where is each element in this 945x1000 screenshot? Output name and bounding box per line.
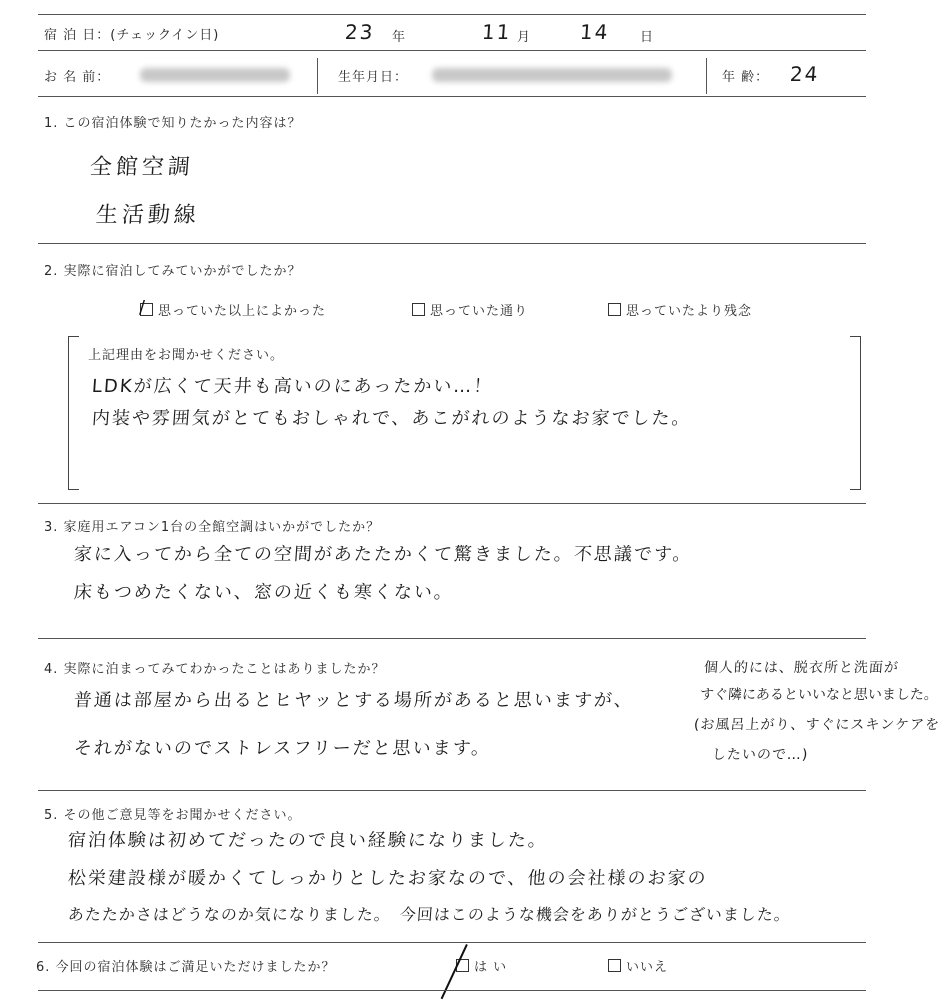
q2-option-expected (412, 300, 528, 319)
q4-question: 4. 実際に泊まってみてわかったことはありましたか？ (44, 662, 386, 677)
redacted-name (140, 68, 290, 82)
q2-option-better (139, 297, 327, 319)
q2-option-worse (608, 300, 752, 319)
q6-option-no-checkbox (608, 959, 621, 972)
q6-question: 6. 今回の宿泊体験はご満足いただけましたか？ (36, 960, 336, 975)
q1-answer-line-2: 生活動線 (94, 203, 201, 228)
stay-month-value: 11 (481, 20, 513, 44)
q1-question: 1. この宿泊体験で知りたかった内容は？ (44, 116, 302, 131)
stay-date-label: 宿 泊 日：(チェックイン日) (44, 28, 220, 43)
q2-reason-bracket-left (68, 336, 79, 490)
stay-year-value: 23 (344, 20, 376, 44)
q6-option-yes (456, 956, 507, 975)
q2-reason-bracket-right (850, 336, 861, 490)
q3-answer-line-1: 家に入ってから全ての空間があたたかくて驚きました。不思議です。 (73, 544, 694, 565)
q1-answer-line-1: 全館空調 (88, 155, 195, 180)
stay-day-label: 日 (640, 30, 655, 45)
birthdate-label: 生年月日： (338, 70, 409, 85)
stay-month-label: 月 (517, 30, 532, 45)
q5-answer-line-1: 宿泊体験は初めてだったので良い経験になりました。 (67, 830, 549, 851)
q4-rule (38, 790, 866, 791)
q5-answer-line-2: 松栄建設様が暖かくてしっかりとしたお家なので、他の会社様のお家の (67, 868, 709, 889)
q5-answer-line-3: あたたかさはどうなのか気になりました。 今回はこのような機会をありがとうございました。 (67, 905, 792, 924)
q2-option-worse-checkbox (608, 303, 621, 316)
header-divider-1 (317, 58, 318, 94)
stay-day-value: 14 (579, 20, 611, 44)
redacted-birthdate (432, 68, 672, 82)
age-value: 24 (789, 62, 821, 86)
q2-question: 2. 実際に宿泊してみていかがでしたか？ (44, 264, 302, 279)
q5-rule (38, 942, 866, 943)
stay-year-label: 年 (392, 30, 407, 45)
q2-option-better-label: 思っていた以上によかった (158, 304, 327, 319)
checkmark-icon: / (139, 297, 147, 318)
q6-rule (38, 990, 866, 991)
q2-rule (38, 503, 866, 504)
q3-rule (38, 638, 866, 639)
age-label: 年 齢： (722, 70, 770, 85)
q4-answer-line-2: それがないのでストレスフリーだと思います。 (73, 738, 492, 759)
q4-side-note-line-3: (お風呂上がり、すぐにスキンケアを (693, 717, 941, 733)
q3-question: 3. 家庭用エアコン1台の全館空調はいかがでしたか？ (44, 520, 381, 535)
header-row1-rule (38, 50, 866, 51)
q2-option-expected-label: 思っていた通り (430, 304, 529, 319)
q2-reason-label: 上記理由をお聞かせください。 (88, 348, 285, 363)
q6-option-no (608, 956, 668, 975)
q2-answer-line-2: 内装や雰囲気がとてもおしゃれで、あこがれのようなお家でした。 (91, 408, 693, 429)
q5-question: 5. その他ご意見等をお聞かせください。 (44, 808, 302, 823)
header-row2-rule (38, 96, 866, 97)
header-top-rule (38, 14, 866, 15)
q6-option-yes-label: は い (474, 960, 508, 975)
q2-option-worse-label: 思っていたより残念 (626, 304, 753, 319)
name-label: お 名 前： (44, 70, 111, 85)
q6-option-no-label: いいえ (626, 960, 669, 975)
q4-side-note-line-1: 個人的には、脱衣所と洗面が (703, 660, 900, 676)
q4-answer-line-1: 普通は部屋から出るとヒヤッとする場所があると思いますが、 (73, 690, 635, 711)
q1-rule (38, 243, 866, 244)
header-divider-2 (706, 58, 707, 94)
q2-option-better-checkbox (139, 297, 153, 318)
q2-answer-line-1: LDKが広くて天井も高いのにあったかい…！ (91, 376, 495, 397)
q3-answer-line-2: 床もつめたくない、窓の近くも寒くない。 (73, 582, 455, 603)
q4-side-note-line-4: したいので…) (711, 747, 809, 763)
q4-side-note-line-2: すぐ隣にあるといいなと思いました。 (699, 687, 939, 703)
q2-option-expected-checkbox (412, 303, 425, 316)
